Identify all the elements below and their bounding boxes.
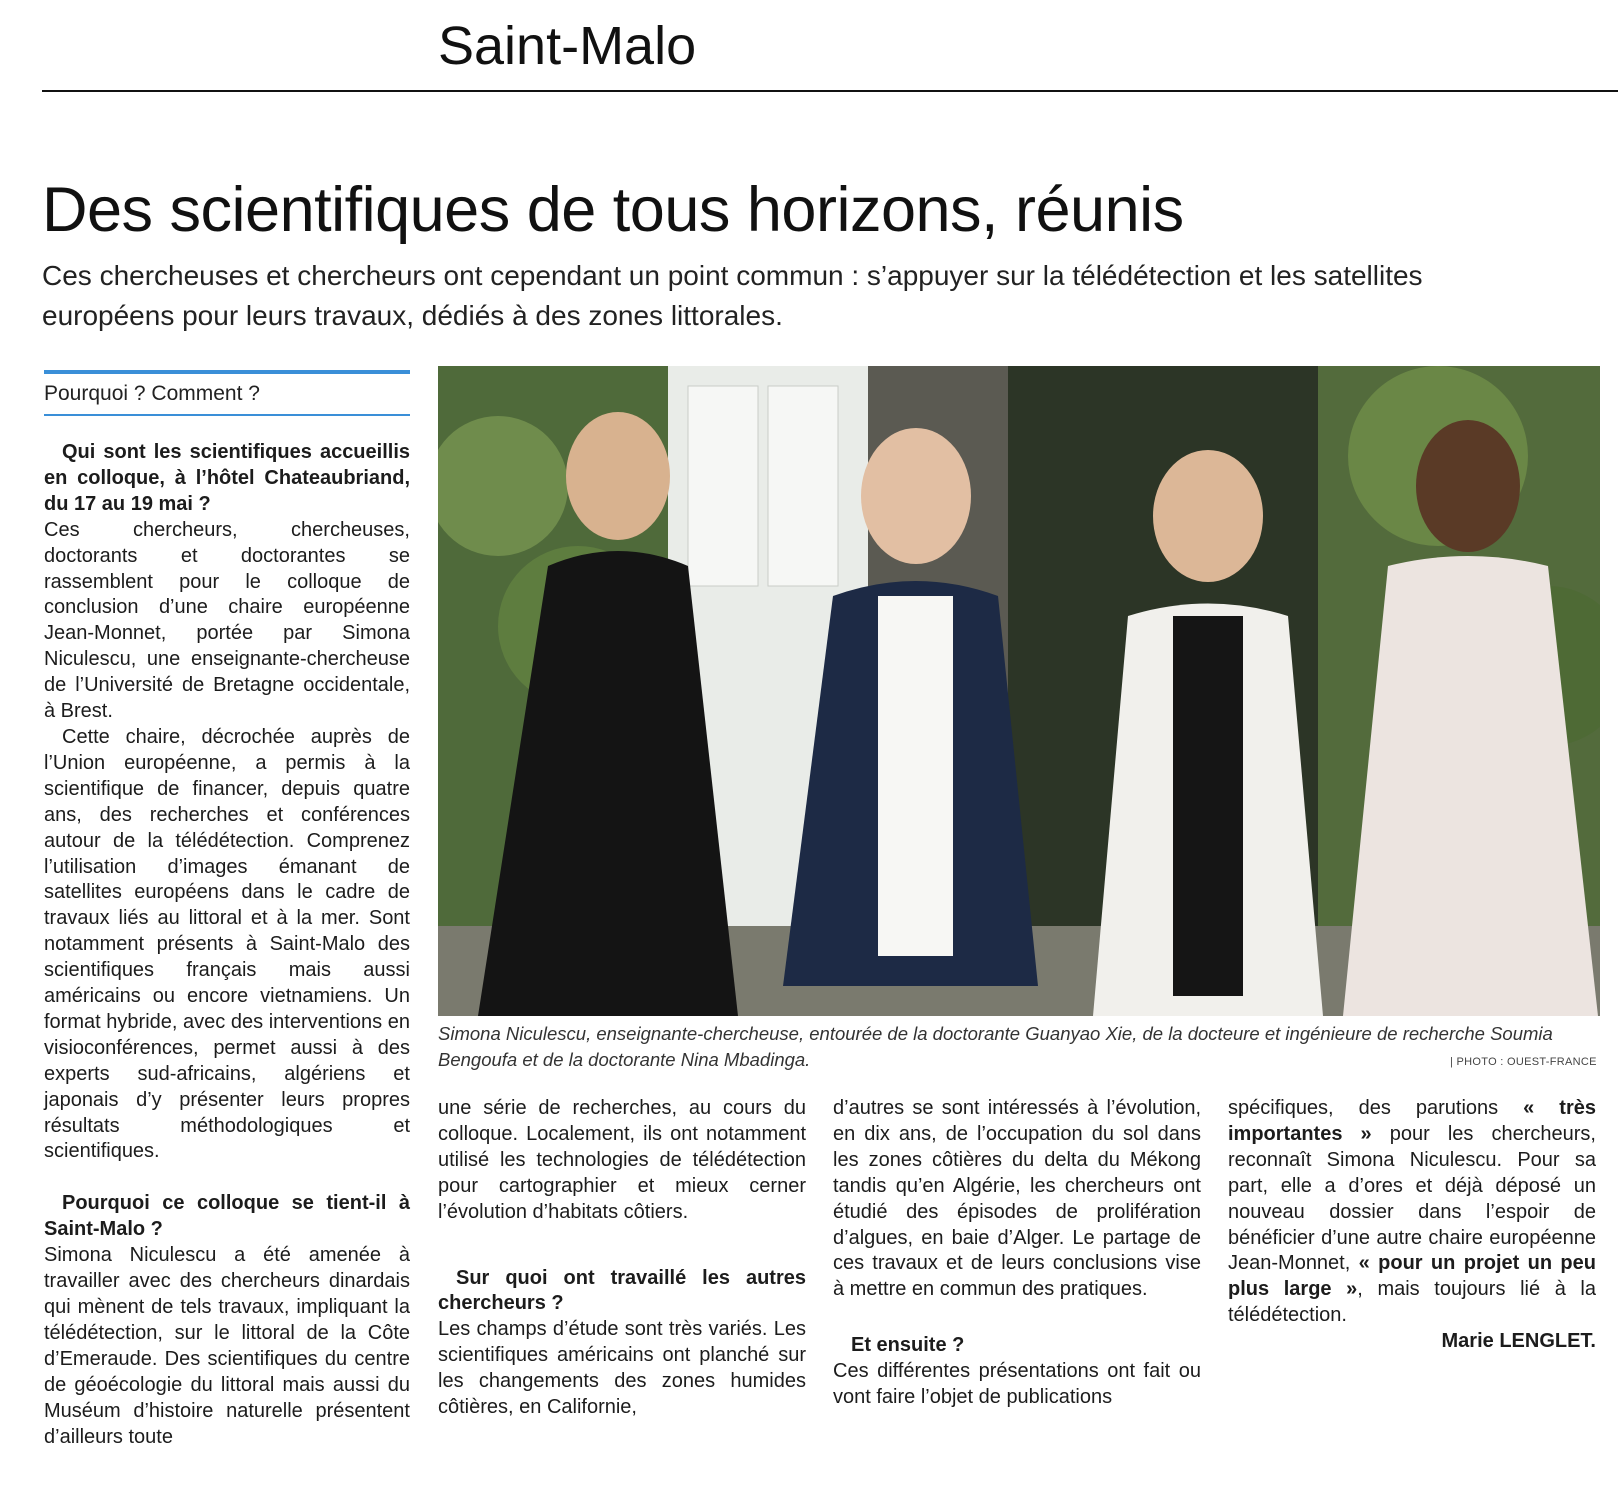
answer-4-part-2 [1228, 1096, 1596, 1329]
answer-4-part-1: Ces différentes présentations ont fait ou vont faire l’objet de publications [833, 1360, 1201, 1409]
box-label-rule [44, 414, 410, 416]
photo-illustration [438, 366, 1600, 1016]
article-column-4 [1228, 1096, 1596, 1355]
quote-1: « très importantes » [1228, 1097, 1596, 1145]
answer-2-part-1: Simona Niculescu a été amenée à travailler avec des chercheurs dinardais qui mènent de tels travaux, impliquant la télédétection, sur le littoral de la Côte d’Emeraude. Des scientifiques du centre de géoécologie du littoral mais aussi du Muséum d’histoire naturelle présentent d’ailleurs toute [44, 1244, 410, 1448]
answer-4-text-a: spécifiques, des parutions [1228, 1097, 1499, 1119]
answer-3-part-2: d’autres se sont intéressés à l’évolution, en dix ans, de l’occupation du sol dans les zones côtières du delta du Mékong tandis qu’en Algérie, les chercheurs ont étudié des épisodes de prolifération d’algues, en baie d’Alger. Le partage de ces travaux et de leurs conclusions vise à mettre en commun des pratiques. [833, 1097, 1201, 1301]
section-title: Saint-Malo [438, 16, 697, 76]
answer-2-part-2: une série de recherches, au cours du colloque. Localement, ils ont notamment utilisé les technologies de télédétection pour cartographier et mieux cerner l’évolution d’habitats côtiers. [438, 1097, 806, 1223]
question-3: Sur quoi ont travaillé les autres chercheurs ? [438, 1266, 806, 1315]
section-rule [42, 90, 1618, 92]
article-standfirst: Ces chercheuses et chercheurs ont cependant un point commun : s’appuyer sur la télédétection et les satellites européens pour leurs travaux, dédiés à des zones littorales. [42, 260, 1423, 331]
question-2: Pourquoi ce colloque se tient-il à Saint-Malo ? [44, 1192, 410, 1241]
question-1: Qui sont les scientifiques accueillis en colloque, à l’hôtel Chateaubriand, du 17 au 19 mai ? [44, 441, 410, 515]
quote-2: « pour un projet un peu plus large » [1228, 1252, 1596, 1301]
answer-1-paragraph-2: Cette chaire, décrochée auprès de l’Union européenne, a permis à la scientifique de financer, depuis quatre ans, des recherches et conférences autour de la télédétection. Comprenez l’utilisation d’images émanant de satellites européens dans le cadre de travaux liés au littoral et à la mer. Sont notamment présents à Saint-Malo des scientifiques français mais aussi américains ou encore vietnamiens. Un format hybride, avec des interventions en visioconférences, permet aussi à des experts sud-africains, algériens et japonais d’y présenter leurs propres résultats méthodologiques et scientifiques. [44, 725, 410, 1163]
box-label: Pourquoi ? Comment ? [44, 382, 260, 405]
question-4: Et ensuite ? [851, 1334, 965, 1357]
author-signature: Marie LENGLET. [1441, 1330, 1596, 1353]
photo-caption: Simona Niculescu, enseignante-chercheuse, entourée de la doctorante Guanyao Xie, de la docteure et ingénieure de recherche Soumia Bengoufa et de la doctorante Nina Mbadinga. [438, 1023, 1553, 1070]
article-headline: Des scientifiques de tous horizons, réunis [42, 175, 1184, 245]
answer-3-part-1: Les champs d’étude sont très variés. Les scientifiques américains ont planché sur les changements des zones humides côtières, en Californie, [438, 1318, 806, 1419]
article-column-2 [438, 1096, 806, 1421]
article-column-1 [44, 370, 410, 1450]
photo-credit: | PHOTO : OUEST-FRANCE [1450, 1056, 1597, 1068]
answer-4-text-c: , mais toujours lié à la télédétection. [1228, 1278, 1597, 1327]
article-column-3 [833, 1096, 1201, 1411]
answer-4-text-b: pour les chercheurs, reconnaît Simona Niculescu. Pour sa part, elle a d’ores et déjà déposé un nouveau dossier dans l’espoir de bénéficier d’une autre chaire européenne Jean-Monnet, [1228, 1122, 1596, 1275]
article-photo [438, 366, 1600, 1016]
answer-1-paragraph-1: Ces chercheurs, chercheuses, doctorants et doctorantes se rassemblent pour le colloque de conclusion d’une chaire européenne Jean-Monnet, portée par Simona Niculescu, une enseignante-chercheuse de l’Université de Bretagne occidentale, à Brest. [44, 518, 410, 723]
